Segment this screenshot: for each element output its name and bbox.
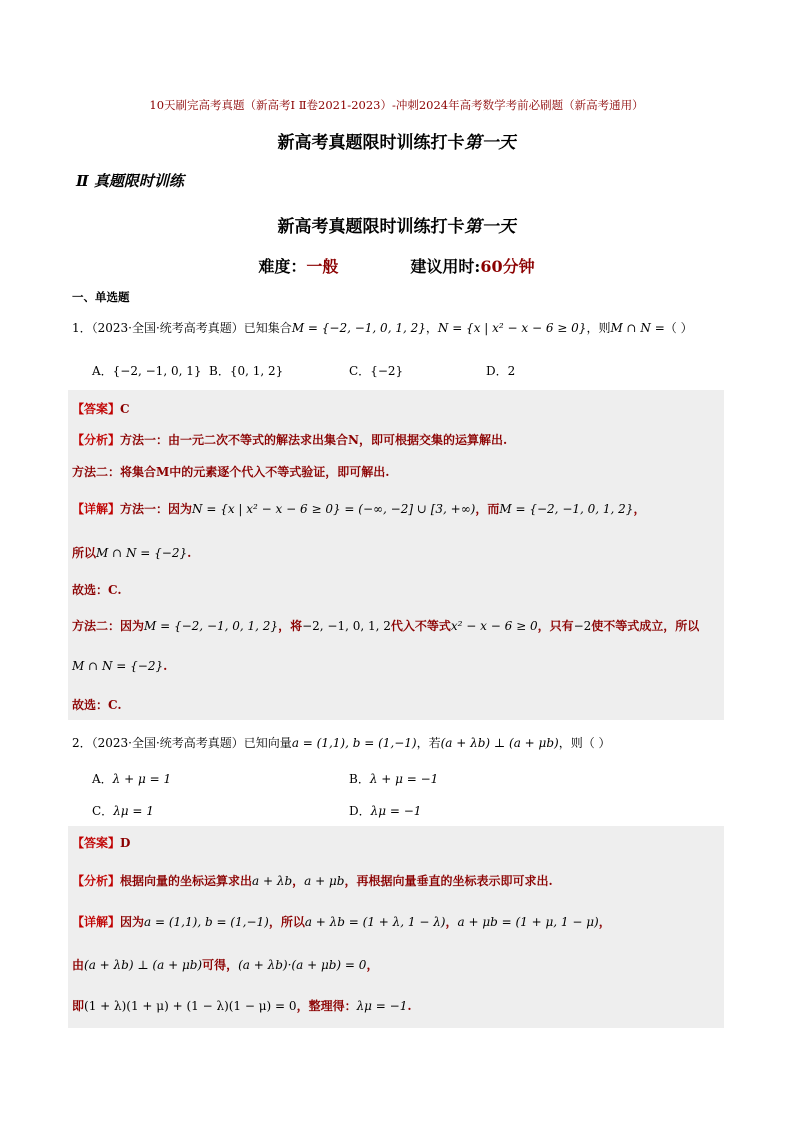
q2-mid: ，若 xyxy=(416,736,441,750)
option-text: 2 xyxy=(507,364,516,378)
math: (1 + λ)(1 + μ) + (1 − λ)(1 − μ) = 0 xyxy=(84,999,297,1013)
question-2-stem xyxy=(72,734,611,751)
option-label: B． xyxy=(349,772,370,786)
q1-tail: （ ） xyxy=(664,321,693,335)
difficulty-label: 难度： xyxy=(258,257,307,276)
q1-answer xyxy=(72,400,130,417)
text: ， xyxy=(633,502,646,516)
option-label: D． xyxy=(349,804,371,818)
q2-detail-2 xyxy=(72,956,378,973)
text: 代入不等式 xyxy=(390,619,451,633)
analysis-tag: 【分析】 xyxy=(72,874,121,888)
q1-option-b[interactable] xyxy=(209,362,283,379)
q1-prefix: 1．（2023·全国·统考高考真题）已知集合 xyxy=(72,321,292,335)
text: 方法二：因为 xyxy=(72,619,145,633)
q2-condition: (a + λb) ⊥ (a + μb) xyxy=(440,736,559,750)
math: N = {x | x² − x − 6 ≥ 0} = (−∞, −2] ∪ [3, +∞) xyxy=(192,502,476,516)
math: −2 xyxy=(573,619,592,633)
math: a + μb xyxy=(304,874,345,888)
text: . xyxy=(407,999,412,1013)
option-text: λμ = 1 xyxy=(113,804,154,818)
detail-tag: 【详解】 xyxy=(72,502,121,516)
text: ， xyxy=(366,958,379,972)
text: 可得， xyxy=(202,958,239,972)
text: ， xyxy=(445,915,458,929)
math: (a + λb) ⊥ (a + μb) xyxy=(84,958,203,972)
option-text: {−2, −1, 0, 1} xyxy=(112,364,202,378)
text: ， xyxy=(292,874,305,888)
q2-option-c[interactable] xyxy=(92,802,154,819)
text: ，所以 xyxy=(268,915,305,929)
q1-detail-3: 故选：C. xyxy=(72,583,122,597)
option-label: A． xyxy=(92,772,113,786)
q1-set-m: M = {−2, −1, 0, 1, 2} xyxy=(291,321,426,335)
option-text: {−2} xyxy=(370,364,404,378)
q1-sep2: ，则 xyxy=(586,321,611,335)
q2-analysis xyxy=(72,872,553,889)
q2-option-a[interactable] xyxy=(92,770,171,787)
math: a = (1,1), b = (1,−1) xyxy=(144,915,269,929)
time-label: 建议用时: xyxy=(410,257,481,276)
q1-option-d[interactable] xyxy=(486,362,515,379)
math: a + λb xyxy=(252,874,293,888)
math: (a + λb)·(a + μb) = 0 xyxy=(238,958,367,972)
section-heading-1: 一、单选题 xyxy=(72,290,130,304)
q2-option-d[interactable] xyxy=(349,802,421,819)
text: ，整理得： xyxy=(296,999,357,1013)
difficulty-value: 一般 xyxy=(306,257,339,276)
q1-option-c[interactable] xyxy=(349,362,403,379)
option-text: λμ = −1 xyxy=(370,804,422,818)
text: 使不等式成立，所以 xyxy=(591,619,700,633)
option-text: {0, 1, 2} xyxy=(229,364,284,378)
page-title-repeat xyxy=(0,212,793,237)
answer-value: C xyxy=(120,402,130,416)
option-label: C． xyxy=(92,804,114,818)
q1-detail-5 xyxy=(72,659,167,673)
text: ，再根据向量垂直的坐标表示即可求出. xyxy=(344,874,553,888)
math: a + λb = (1 + λ, 1 − λ) xyxy=(304,915,446,929)
q2-answer xyxy=(72,834,130,851)
math: x² − x − 6 ≥ 0 xyxy=(450,619,538,633)
answer-tag: 【答案】 xyxy=(72,836,121,850)
text: . xyxy=(187,546,192,560)
option-label: D． xyxy=(486,364,508,378)
title-main: 新高考真题限时训练打卡 xyxy=(277,133,465,153)
q1-detail-6: 故选：C. xyxy=(72,698,122,712)
answer-tag: 【答案】 xyxy=(72,402,121,416)
text: ， xyxy=(598,915,611,929)
text: . xyxy=(163,659,168,673)
q2-vectors: a = (1,1), b = (1,−1) xyxy=(291,736,417,750)
text: ，而 xyxy=(475,502,500,516)
time-value: 60分钟 xyxy=(480,257,535,276)
analysis-text: 方法一：由一元二次不等式的解法求出集合N，即可根据交集的运算解出. xyxy=(120,433,508,447)
q2-prefix: 2．（2023·全国·统考高考真题）已知向量 xyxy=(72,736,292,750)
option-text: λ + μ = −1 xyxy=(369,772,439,786)
detail-tag: 【详解】 xyxy=(72,915,121,929)
q1-set-n: N = {x | x² − x − 6 ≥ 0} xyxy=(437,321,587,335)
q1-sep1: ， xyxy=(425,321,438,335)
q2-tail: ，则（ ） xyxy=(558,736,611,750)
title-day: 第一天 xyxy=(464,133,516,153)
difficulty-line xyxy=(0,254,793,277)
math: a + μb = (1 + μ, 1 − μ) xyxy=(457,915,599,929)
math: M ∩ N = {−2} xyxy=(96,546,188,560)
q1-detail-1 xyxy=(72,500,645,517)
text: 即 xyxy=(72,999,85,1013)
math: M = {−2, −1, 0, 1, 2} xyxy=(499,502,634,516)
q1-analysis-2: 方法二：将集合M中的元素逐个代入不等式验证，即可解出. xyxy=(72,465,390,479)
document-header: 10天刷完高考真题（新高考Ⅰ Ⅱ卷2021-2023）-冲刺2024年高考数学考前必刷题（新高考通用） xyxy=(149,98,644,112)
section-heading-2: Ⅱ 真题限时训练 xyxy=(76,172,184,190)
title-main-2: 新高考真题限时训练打卡 xyxy=(277,217,465,237)
q2-option-b[interactable] xyxy=(349,770,438,787)
q1-option-a[interactable] xyxy=(92,362,201,379)
q2-detail-1 xyxy=(72,913,611,930)
option-text: λ + μ = 1 xyxy=(112,772,172,786)
q2-detail-3 xyxy=(72,997,412,1014)
q1-detail-2 xyxy=(72,544,191,561)
math: M = {−2, −1, 0, 1, 2} xyxy=(144,619,279,633)
text: 方法一：因为 xyxy=(120,502,193,516)
text: ，将 xyxy=(278,619,303,633)
option-label: A． xyxy=(92,364,113,378)
text: 所以 xyxy=(72,546,97,560)
math: −2, −1, 0, 1, 2 xyxy=(302,619,391,633)
title-day-2: 第一天 xyxy=(464,217,516,237)
answer-value: D xyxy=(120,836,131,850)
q1-analysis-1 xyxy=(72,431,507,448)
text: 因为 xyxy=(120,915,145,929)
text: 由 xyxy=(72,958,85,972)
math: λμ = −1 xyxy=(356,999,408,1013)
math: M ∩ N = {−2} xyxy=(72,659,164,673)
text: ，只有 xyxy=(537,619,574,633)
q1-expr: M ∩ N = xyxy=(610,321,665,335)
option-label: C． xyxy=(349,364,371,378)
option-label: B． xyxy=(209,364,230,378)
text: 根据向量的坐标运算求出 xyxy=(120,874,253,888)
q1-detail-4 xyxy=(72,617,699,634)
question-1-stem xyxy=(72,319,693,336)
analysis-tag: 【分析】 xyxy=(72,433,121,447)
page-title xyxy=(0,128,793,153)
